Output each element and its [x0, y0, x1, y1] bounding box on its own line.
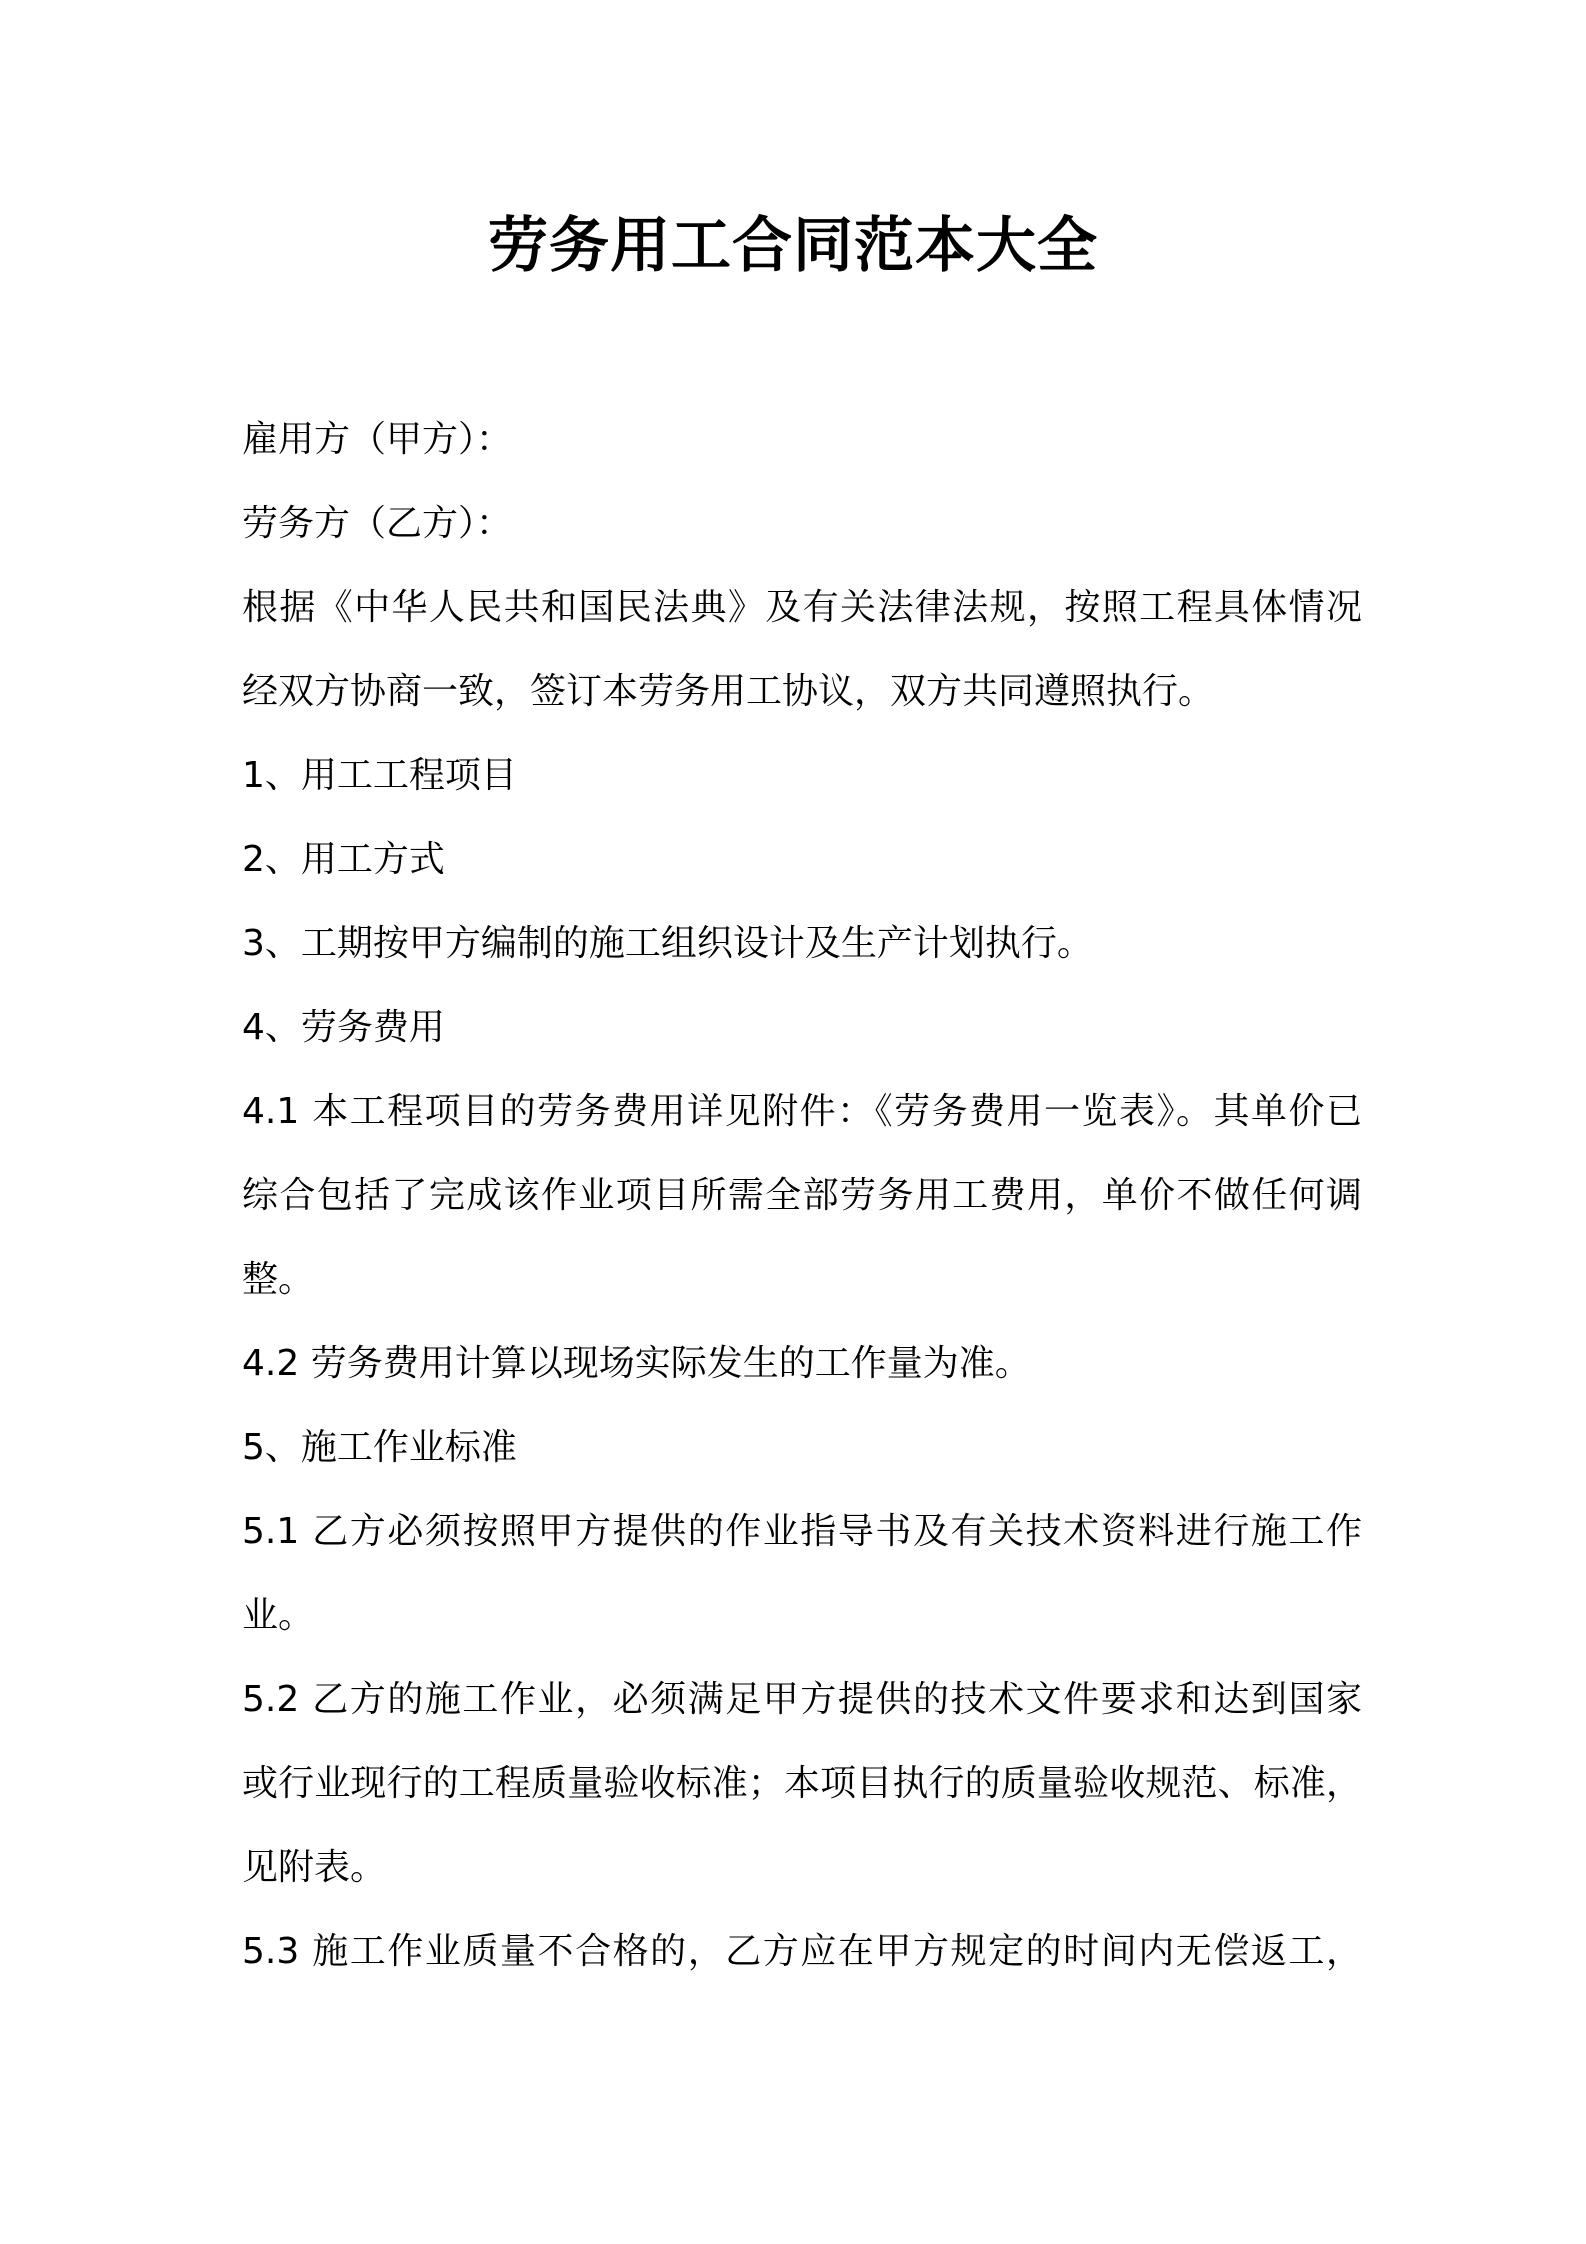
clause-line: 5.3 施工作业质量不合格的，乙方应在甲方规定的时间内无偿返工，	[242, 1931, 1362, 1972]
clause-line: 或行业现行的工程质量验收标准；本项目执行的质量验收规范、标准，	[242, 1763, 1362, 1804]
clause-line: 业。	[242, 1595, 315, 1636]
clause-line: 见附表。	[242, 1847, 387, 1888]
clause-line: 综合包括了完成该作业项目所需全部劳务用工费用，单价不做任何调	[242, 1175, 1362, 1216]
preamble-line: 根据《中华人民共和国民法典》及有关法律法规，按照工程具体情况	[242, 587, 1362, 628]
party-b-line: 劳务方（乙方）：	[242, 503, 513, 544]
section-heading: 4、劳务费用	[242, 1007, 445, 1048]
document-title: 劳务用工合同范本大全	[488, 211, 1098, 281]
party-a-line: 雇用方（甲方）：	[242, 419, 513, 460]
section-heading: 1、用工工程项目	[242, 755, 517, 796]
section-heading: 3、工期按甲方编制的施工组织设计及生产计划执行。	[242, 923, 1093, 964]
clause-line: 5.1 乙方必须按照甲方提供的作业指导书及有关技术资料进行施工作	[242, 1511, 1362, 1552]
clause-line: 4.2 劳务费用计算以现场实际发生的工作量为准。	[242, 1343, 1031, 1384]
clause-line: 5.2 乙方的施工作业，必须满足甲方提供的技术文件要求和达到国家	[242, 1679, 1362, 1720]
clause-line: 4.1 本工程项目的劳务费用详见附件：《劳务费用一览表》。其单价已	[242, 1091, 1362, 1132]
section-heading: 5、施工作业标准	[242, 1427, 517, 1468]
section-heading: 2、用工方式	[242, 839, 445, 880]
preamble-line: 经双方协商一致，签订本劳务用工协议，双方共同遵照执行。	[242, 671, 1215, 712]
document-body	[242, 398, 1362, 1994]
clause-line: 整。	[242, 1259, 315, 1300]
